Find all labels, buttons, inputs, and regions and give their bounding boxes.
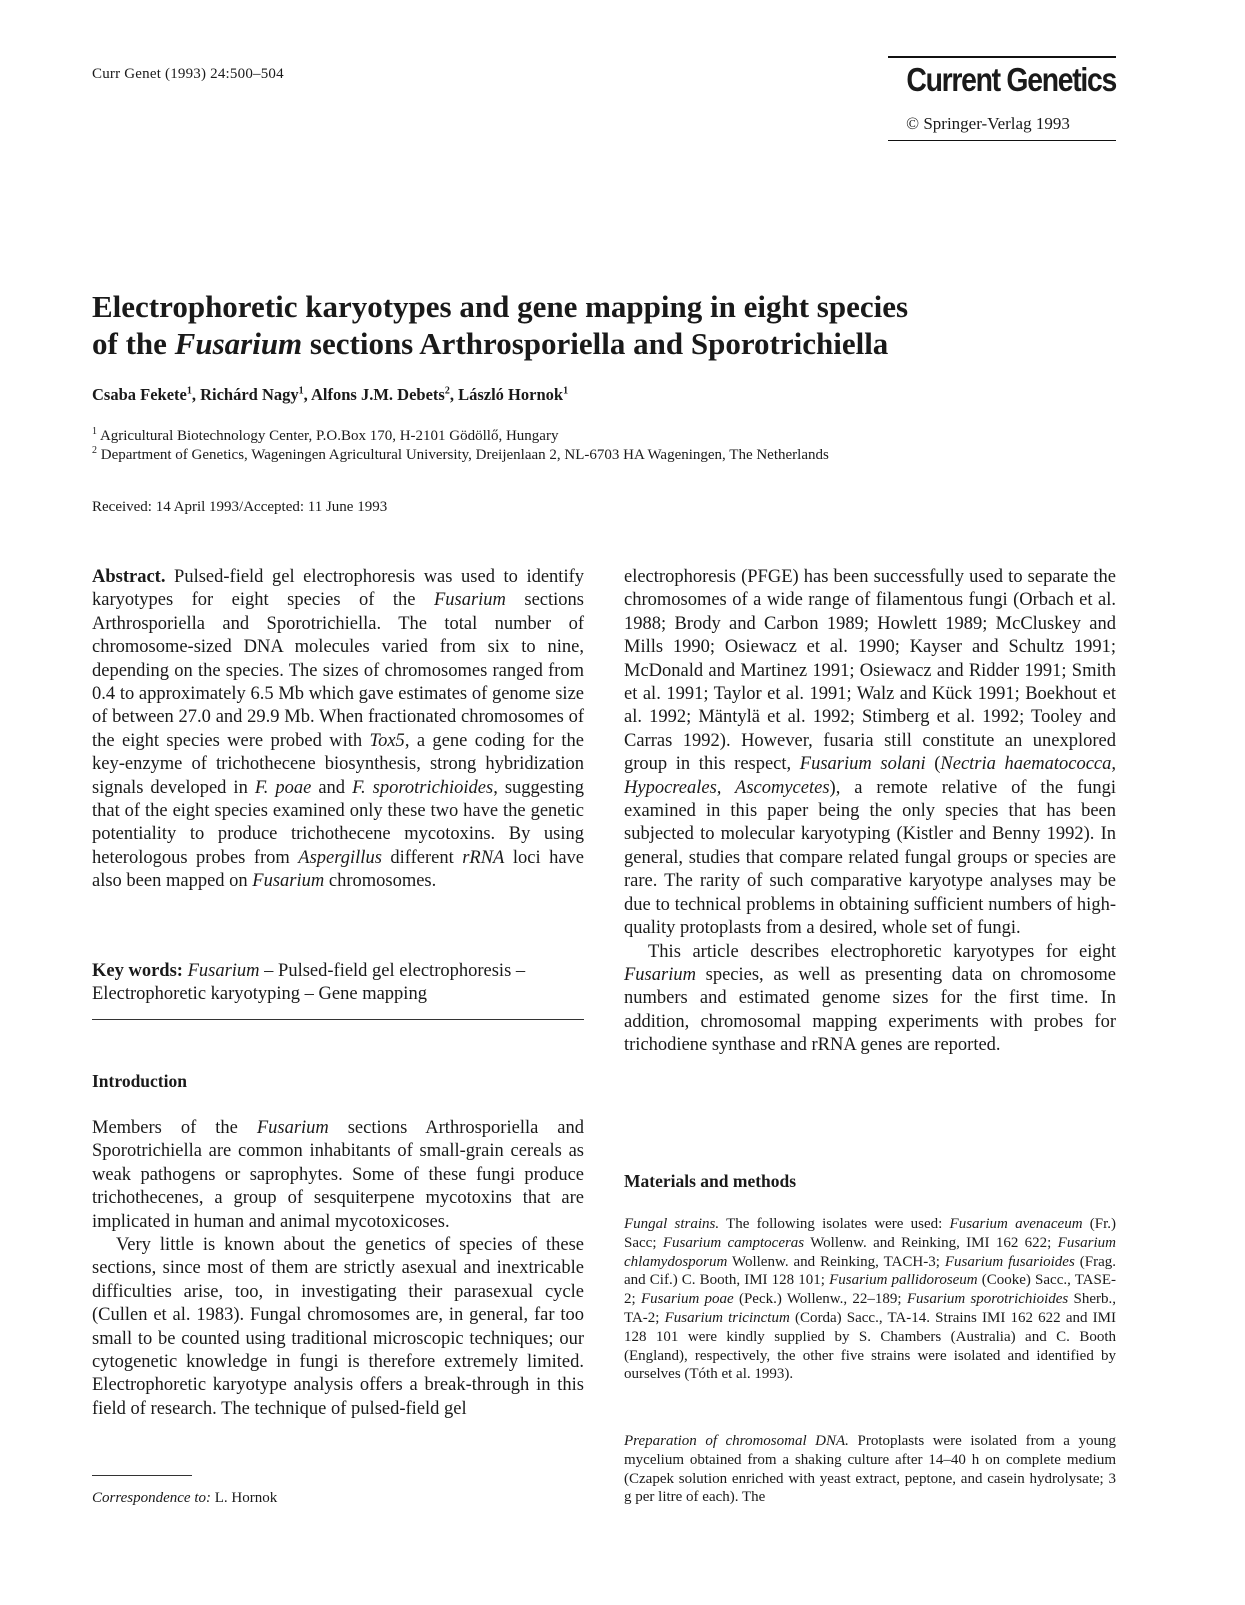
title-italic-genus: Fusarium (174, 326, 303, 361)
author-name: Richárd Nagy (200, 385, 299, 404)
methods-text: Protoplasts were isolated from a young mycelium obtained from a shaking culture after 14–40 h on complete medium (Czapek solution enriched with yeast extract, peptone, and casein hydrolysate; 3 g per litre of each). The (624, 1433, 1116, 1506)
intro-text: sections Arthrosporiella and Sporotrichiella are common inhabitants of small-grain cereals as weak pathogens or saprophytes. Some of these fungi produce trichothecenes, a group of sesquiterpene mycotoxins that are implicated in human and animal mycotoxicoses. (92, 1118, 584, 1232)
species-name: Fusarium sporotrichioides (906, 1291, 1069, 1308)
abstract-text: , a gene coding for the key-enzyme of trichothecene biosynthesis, strong hybridization signals developed in (92, 730, 584, 798)
methods-text: (Fr.) Sacc; (624, 1216, 1116, 1251)
species-name: Fusarium fusarioides (944, 1253, 1075, 1270)
species-name: Fusarium camptoceras (662, 1234, 805, 1251)
methods-text: (Corda) Sacc., TA-14. Strains IMI 162 622 and IMI 128 101 were kindly supplied by S. Chambers (Australia) and C. Booth (England), respectively, the other five strains were isolated and identified by ourselves (Tóth et al. 1993). (624, 1309, 1116, 1383)
author-affiliation-mark: 1 (563, 385, 569, 397)
abstract-italic: Tox5 (369, 730, 405, 751)
introduction-heading: Introduction (92, 1071, 187, 1091)
abstract-italic: Fusarium (433, 590, 506, 611)
title-line-2-b: sections Arthrosporiella and Sporotrichiella (302, 326, 889, 361)
author-list: Csaba Fekete$^1$, Richárd Nagy$^1$, Alfons J.M. Debets$^2$, László Hornok$^1$ (92, 385, 569, 404)
affiliation-2 (92, 441, 952, 465)
preparation-paragraph (624, 1432, 1116, 1507)
abstract-section (92, 566, 584, 894)
affiliation-text: Agricultural Biotechnology Center, P.O.Box 170, H-2101 Gödöllő, Hungary (99, 428, 559, 444)
intro-text: electrophoresis (PFGE) has been successfully used to separate the chromosomes of a wide range of filamentous fungi (Orbach et al. 1988; Brody and Carbon 1989; Howlett 1989; McCluskey and Mills 1990; Osiewacz et al. 1990; Kayser and Schultz 1991; McDonald and Martinez 1991; Osiewacz and Ridder 1991; Smith et al. 1991; Taylor et al. 1991; Walz and Kück 1991; Boekhout et al. 1992; Mäntylä et al. 1992; Stimberg et al. 1992; Tooley and Carras 1992). However, fusaria still constitute an unexplored group in this respect, (624, 567, 1116, 775)
introduction-section (92, 1117, 584, 1421)
subsection-label: Preparation of chromosomal DNA. (624, 1433, 849, 1449)
species-name: Fusarium pallidoroseum (829, 1272, 978, 1289)
intro-continued (624, 566, 1116, 1058)
keywords-label: Key words: (92, 961, 183, 981)
subsection-label: Fungal strains. (624, 1216, 720, 1232)
affiliation-number: 1 (92, 426, 97, 437)
abstract-text: sections Arthrosporiella and Sporotrichiella. The total number of chromosome-sized DNA molecules varied from six to nine, depending on the species. The sizes of chromosomes ranged from 0.4 to approximately 6.5 Mb which gave estimates of genome size of between 27.0 and 29.9 Mb. When fractionated chromosomes of the eight species were probed with (92, 590, 584, 751)
species-name: Fusarium tricinctum (664, 1309, 790, 1326)
author-affiliation-mark: 1 (186, 385, 192, 397)
materials-methods-heading: Materials and methods (624, 1171, 797, 1191)
abstract-text: and (311, 777, 353, 798)
abstract-italic: Fusarium (252, 871, 325, 892)
abstract-italic: F. sporotrichioides (352, 777, 494, 798)
header-rule-bottom (888, 140, 1116, 141)
methods-text: The following isolates were used: (719, 1216, 950, 1232)
intro-paragraph-1 (92, 1117, 584, 1234)
methods-text: (Cooke) Sacc., TASE-2; (624, 1272, 1117, 1308)
publisher-copyright: © Springer-Verlag 1993 (906, 114, 1070, 133)
keywords-text: – Pulsed-field gel electrophoresis – Electrophoretic karyotyping – Gene mapping (92, 961, 526, 1005)
intro-paragraph-4 (624, 941, 1116, 1058)
abstract-paragraph (92, 566, 584, 894)
abstract-italic: rRNA (462, 847, 505, 868)
intro-text: This article describes electrophoretic karyotypes for eight (648, 941, 1116, 962)
title-line-2-a: of the (92, 326, 175, 361)
section-divider (92, 1019, 584, 1020)
author-name: Csaba Fekete (92, 385, 187, 404)
intro-text: species, as well as presenting data on chromosome numbers and estimated genome sizes for the first time. In addition, chromosomal mapping experiments with probes for trichodiene synthase and rRNA genes are reported. (624, 964, 1116, 1056)
journal-citation: Curr Genet (1993) 24:500–504 (92, 66, 284, 82)
intro-text: ( (925, 754, 941, 775)
footnote-name: L. Hornok (211, 1490, 278, 1506)
abstract-text: different (381, 847, 463, 868)
abstract-label: Abstract. (92, 567, 166, 587)
intro-italic: Fusarium solani (799, 754, 926, 775)
affiliation-text: Department of Genetics, Wageningen Agricultural University, Dreijenlaan 2, NL-6703 HA Wageningen, The Netherlands (100, 447, 829, 463)
methods-text: Wollenw. and Reinking, TACH-3; (727, 1253, 945, 1270)
author-name: László Hornok (458, 385, 564, 404)
intro-paragraph-3 (624, 566, 1116, 941)
intro-italic: Fusarium (256, 1118, 329, 1138)
abstract-text: Pulsed-field gel electrophoresis was used to identify karyotypes for eight species of the (92, 567, 584, 611)
abstract-text: chromosomes. (324, 871, 437, 892)
fungal-strains-paragraph (624, 1215, 1116, 1384)
intro-paragraph-2: Very little is known about the genetics of species of these sections, since most of them are strictly asexual and inextricable difficulties arise, too, in investigating their parasexual cycle (Cullen et al. 1983). Fungal chromosomes are, in general, far too small to be counted using traditional microscopic techniques; our cytogenetic knowledge in fungi is therefore extremely limited. Electrophoretic karyotype analysis offers a break-through in this field of research. The technique of pulsed-field gel (92, 1235, 584, 1419)
affiliation-number: 2 (92, 445, 97, 456)
article-title (92, 288, 1052, 362)
received-accepted-dates: Received: 14 April 1993/Accepted: 11 June 1993 (92, 499, 388, 515)
author-affiliation-mark: 2 (444, 385, 450, 397)
methods-text: Sherb., TA-2; (624, 1291, 1117, 1326)
species-name: Fusarium chlamydosporum (624, 1234, 1117, 1270)
author-affiliation-mark: 1 (298, 385, 304, 397)
footnote-rule (92, 1475, 192, 1476)
methods-text: (Peck.) Wollenw., 22–189; (733, 1291, 907, 1308)
abstract-italic: F. poae (254, 777, 312, 798)
abstract-italic: Aspergillus (298, 847, 382, 868)
keywords-paragraph (92, 960, 584, 1007)
keyword-italic: Fusarium (182, 961, 260, 981)
title-line-1: Electrophoretic karyotypes and gene mapping in eight species (92, 289, 909, 324)
author-name: Alfons J.M. Debets (311, 385, 445, 404)
species-name: Fusarium poae (640, 1291, 734, 1308)
species-name: Fusarium avenaceum (949, 1216, 1083, 1232)
abstract-text: , suggesting that of the eight species examined only these two have the genetic potentiality to produce trichothecene mycotoxins. By using heterologous probes from (92, 777, 584, 868)
abstract-text: loci have also been mapped on (92, 847, 584, 892)
footnote-label: Correspondence to: (92, 1490, 212, 1506)
journal-title: Current Genetics (906, 61, 1116, 98)
intro-text: ), a remote relative of the fungi examined in this paper being the only species that has been subjected to molecular karyotyping (Kistler and Benny 1992). In general, studies that compare related fungal groups or species are rare. The rarity of such comparative karyotype analyses may be due to technical problems in obtaining sufficient numbers of high-quality protoplasts from a desired, whole set of fungi. (624, 777, 1117, 939)
methods-text: Wollenw. and Reinking, IMI 162 622; (804, 1234, 1058, 1251)
intro-italic: Nectria haematococca, Hypocreales, Ascomycetes (624, 754, 1116, 798)
methods-text: (Frag. and Cif.) C. Booth, IMI 128 101; (624, 1253, 1116, 1289)
intro-italic: Fusarium (624, 964, 696, 985)
intro-text: Members of the (92, 1118, 257, 1138)
correspondence-footnote (92, 1490, 277, 1507)
